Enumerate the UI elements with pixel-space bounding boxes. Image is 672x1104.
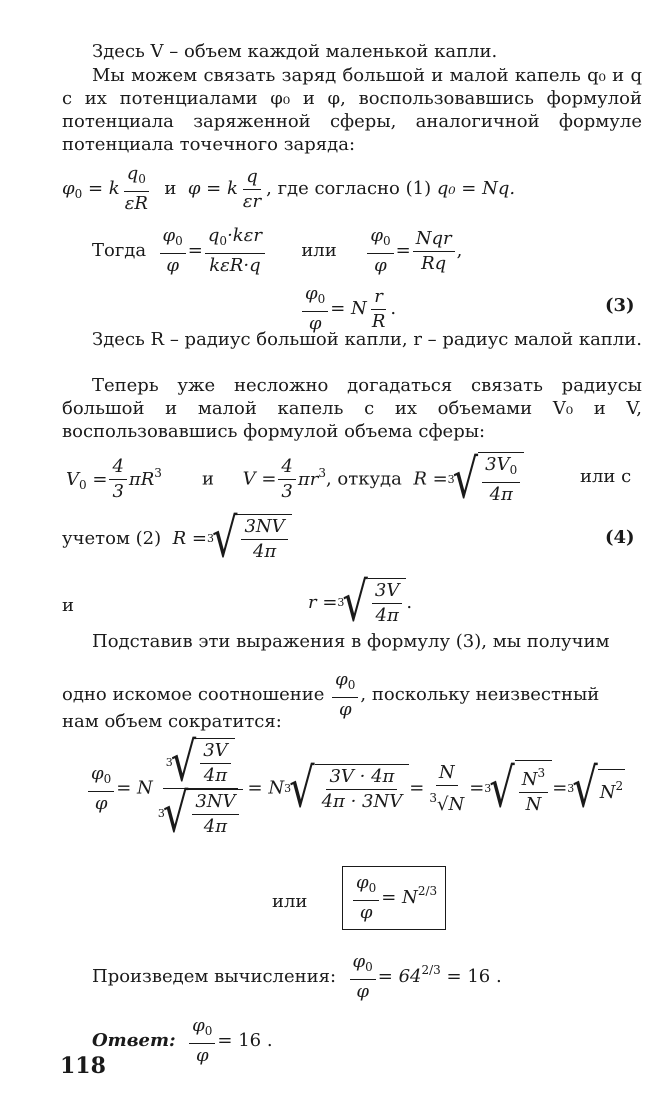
line-volume-cancels: нам объем сократится:: [62, 711, 282, 732]
line-answer: Ответ: $\frac{\varphi_0}{\varphi}$ = 16 .: [92, 1015, 273, 1066]
paragraph-volumes: Теперь уже несложно догадаться связать радиусы большой и малой капель с их объемами V₀ и V, воспользовавшись формулой объема сферы:: [62, 375, 642, 442]
paragraph-radii: Здесь R – радиус большой капли, r – радиус малой капли.: [92, 329, 642, 350]
line-computation: Произведем вычисления: $\frac{\varphi_0}{\varphi}$ = $64^{2/3} = 16$ .: [92, 951, 502, 1002]
formula-ratio: Тогда $\frac{\varphi_0}{\varphi}$ = $\frac{q_0\cdot k\varepsilon r}{\text{kεR·q}}$ или $\frac{\varphi_0}{\varphi}$ = $\frac{\text{Nqr}}{Rq}$ ,: [92, 225, 463, 276]
paragraph-substitute: Подставив эти выражения в формулу (3), мы получим: [92, 631, 610, 652]
paragraph-volume: Здесь V – объем каждой маленькой капли.: [92, 41, 498, 62]
text-or-2: или: [272, 891, 308, 912]
text-or-with: или с: [580, 466, 632, 487]
paragraph-potentials: Мы можем связать заряд большой и малой капель q₀ и q с их потенциалами φ₀ и φ, воспользовавшись формулой потенциала заряженной сферы, аналогичной формуле потенциала точечного заряда:: [62, 65, 642, 155]
formula-derivation: $\frac{\varphi_0}{\varphi}$ = N 3 √ $\frac{3V}{4\pi}$ 3 √ $\frac{3NV}{4\pi}$ = N 3 √ $\frac{3V \cdot 4\pi}{4\pi \cdot 3NV}$ = $\frac{N}{^3√N}$ = 3 √ $\frac{N^3}{N}$ = 3 √ $N^2$: [86, 738, 625, 839]
formula-R: учетом (2) R = 3 √ $\frac{3NV}{4\pi}$: [62, 514, 292, 564]
textbook-page: [62, 38, 642, 1078]
text-and-3: и: [62, 595, 74, 616]
page-number: 118: [60, 1053, 106, 1079]
equation-number-4: (4): [605, 527, 635, 548]
equation-number-3: (3): [605, 295, 635, 316]
formula-potentials: $\varphi_0 = k$ $\frac{q_0}{\varepsilon R}$ и φ = k $\frac{q}{\varepsilon r}$ , где согласно (1) q₀ = Nq.: [62, 163, 516, 214]
line-sought-ratio: одно искомое соотношение $\frac{\varphi_0}{\varphi}$ , поскольку неизвестный: [62, 669, 600, 720]
formula-r: r = 3 √ $\frac{3V}{4\pi}$ .: [308, 571, 413, 635]
formula-volumes: $V_0$ = $\frac{4}{3}$ $\pi R^3$ и V = $\frac{4}{3}$ $\pi r^3$, откуда R = 3 √ $\frac{3V_0}{4\pi}$: [66, 452, 642, 507]
formula-3: $\frac{\varphi_0}{\varphi}$ = N $\frac{r}{R}$ .: [300, 282, 396, 336]
boxed-result: $\frac{\varphi_0}{\varphi}$ = $N^{2/3}$: [342, 866, 446, 930]
